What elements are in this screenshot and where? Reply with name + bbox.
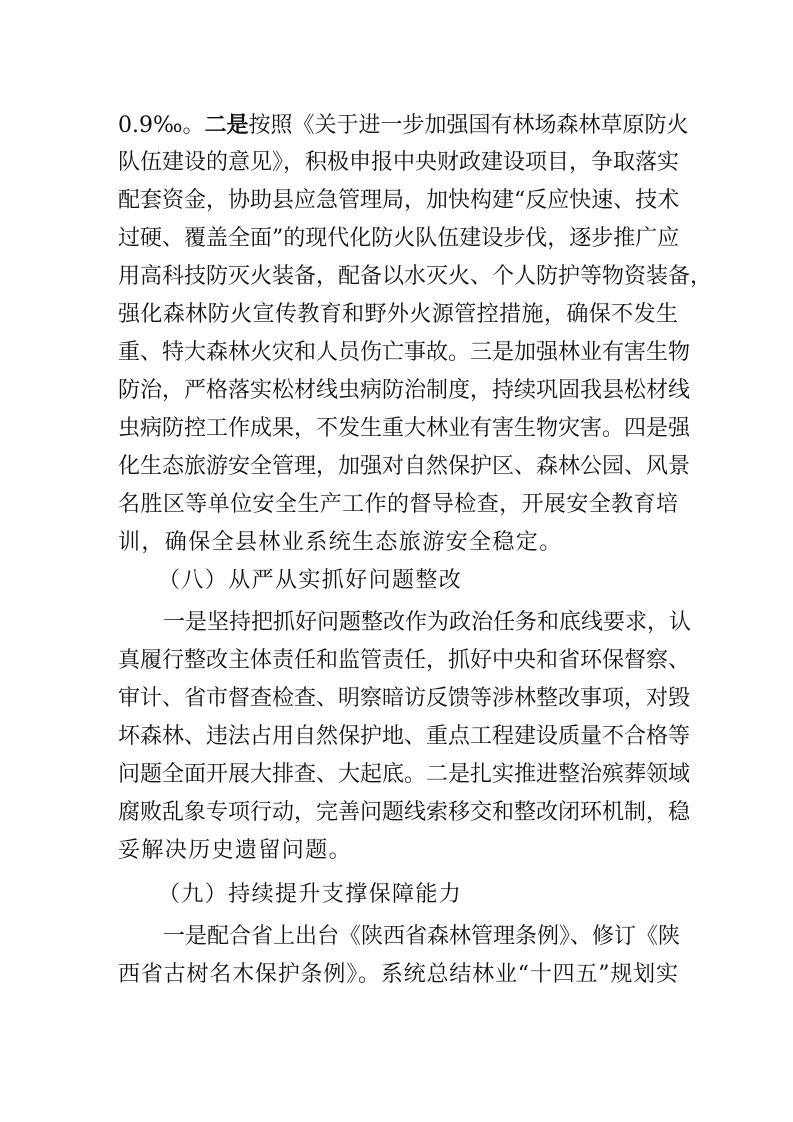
body-line: 西省古树名木保护条例》。系统总结林业“十四五”规划实 <box>118 962 678 987</box>
body-line: 审计、省市督查检查、明察暗访反馈等涉林整改事项，对毁 <box>118 686 691 711</box>
body-line: 过硬、覆盖全面”的现代化防火队伍建设步伐，逐步推广应 <box>118 226 680 251</box>
body-line: 妥解决历史遗留问题。 <box>118 838 353 863</box>
body-line: 重、特大森林火灾和人员伤亡事故。三是加强林业有害生物 <box>118 340 691 365</box>
body-line: 防治，严格落实松材线虫病防治制度，持续巩固我县松材线 <box>118 378 691 403</box>
body-line: 训，确保全县林业系统生态旅游安全稳定。 <box>118 530 563 555</box>
body-line <box>118 110 689 141</box>
section-heading: （八）从严从实抓好问题整改 <box>158 568 463 593</box>
body-line: 名胜区等单位安全生产工作的督导检查，开展安全教育培 <box>118 492 678 517</box>
body-line: 真履行整改主体责任和监管责任，抓好中央和省环保督察、 <box>118 648 691 673</box>
section-heading: （九）持续提升支撑保障能力 <box>158 882 463 907</box>
body-line: 队伍建设的意见》，积极申报中央财政建设项目，争取落实 <box>118 150 680 175</box>
body-line: 配套资金，协助县应急管理局，加快构建“反应快速、技术 <box>118 188 680 213</box>
body-line: 坏森林、违法占用自然保护地、重点工程建设质量不合格等 <box>118 724 691 749</box>
body-line: 一是配合省上出台《陕西省森林管理条例》、修订《陕 <box>163 924 681 949</box>
text-segment: 0.9‰。 <box>118 113 205 138</box>
body-line: 强化森林防火宣传教育和野外火源管控措施，确保不发生 <box>118 302 678 327</box>
body-line: 腐败乱象专项行动，完善问题线索移交和整改闭环机制，稳 <box>118 800 691 825</box>
body-line: 问题全面开展大排查、大起底。二是扎实推进整治殡葬领域 <box>118 762 691 787</box>
body-line: 化生态旅游安全管理，加强对自然保护区、森林公园、风景 <box>118 454 691 479</box>
bold-enumerator: 二是 <box>204 112 249 138</box>
body-line: 一是坚持把抓好问题整改作为政治任务和底线要求，认 <box>163 610 692 635</box>
body-line: 用高科技防灭火装备，配备以水灭火、个人防护等物资装备， <box>118 264 713 289</box>
body-line: 虫病防控工作成果，不发生重大林业有害生物灾害。四是强 <box>118 416 691 441</box>
text-segment: 按照《关于进一步加强国有林场森林草原防火 <box>248 113 689 138</box>
